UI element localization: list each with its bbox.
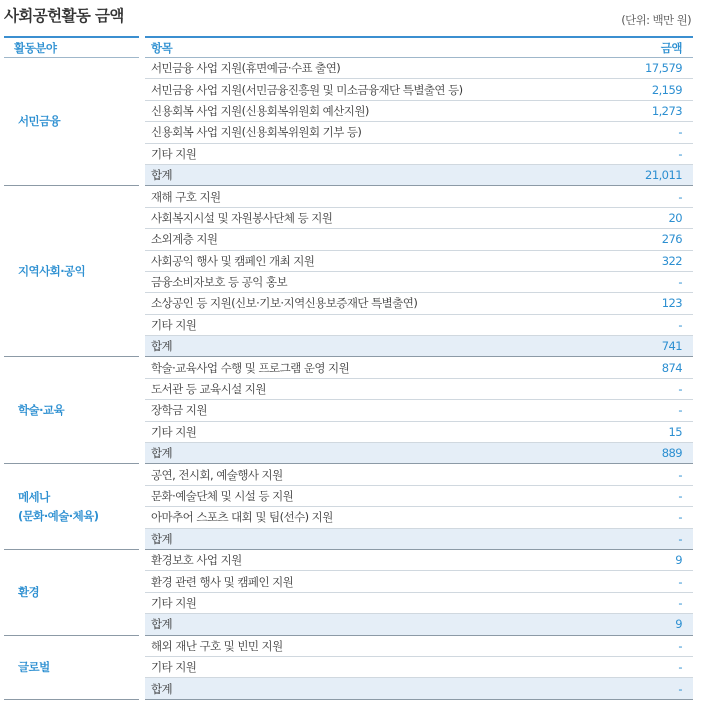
item-cell: 해외 재난 구호 및 빈민 지원 <box>145 636 541 657</box>
header-item: 항목 <box>145 36 541 58</box>
amount-cell: 2,159 <box>541 79 693 100</box>
total-label: 합계 <box>145 529 541 550</box>
category-cell: 학술·교육 <box>4 357 139 464</box>
category-cell: 서민금융 <box>4 58 139 186</box>
amount-cell: 9 <box>541 550 693 571</box>
header-row <box>4 36 693 58</box>
total-label: 합계 <box>145 336 541 357</box>
item-cell: 서민금융 사업 지원(서민금융진흥원 및 미소금융재단 특별출연 등) <box>145 79 541 100</box>
table-row <box>4 550 693 571</box>
table-row <box>4 58 693 79</box>
item-cell: 공연, 전시회, 예술행사 지원 <box>145 464 541 485</box>
amount-cell: 1,273 <box>541 101 693 122</box>
amount-cell: 322 <box>541 251 693 272</box>
item-cell: 재해 구호 지원 <box>145 186 541 207</box>
item-cell: 기타 지원 <box>145 657 541 678</box>
amount-cell: - <box>541 400 693 421</box>
amount-cell: - <box>541 507 693 528</box>
total-label: 합계 <box>145 678 541 699</box>
item-cell: 기타 지원 <box>145 422 541 443</box>
item-cell: 소외계층 지원 <box>145 229 541 250</box>
table-body <box>4 58 693 700</box>
item-cell: 서민금융 사업 지원(휴면예금·수표 출연) <box>145 58 541 79</box>
table-row <box>4 636 693 657</box>
category-cell: 환경 <box>4 550 139 636</box>
total-label: 합계 <box>145 443 541 464</box>
amount-cell: 123 <box>541 293 693 314</box>
total-amount: 741 <box>541 336 693 357</box>
item-cell: 신용회복 사업 지원(신용회복위원회 기부 등) <box>145 122 541 143</box>
item-cell: 사회복지시설 및 자원봉사단체 등 지원 <box>145 208 541 229</box>
table-row <box>4 464 693 485</box>
item-cell: 기타 지원 <box>145 593 541 614</box>
amount-cell: 17,579 <box>541 58 693 79</box>
amount-cell: - <box>541 636 693 657</box>
contribution-table <box>4 36 693 700</box>
amount-cell: - <box>541 186 693 207</box>
item-cell: 환경 관련 행사 및 캠페인 지원 <box>145 571 541 592</box>
total-amount: - <box>541 678 693 699</box>
unit-note: (단위: 백만 원) <box>621 13 691 27</box>
header-category: 활동분야 <box>4 36 139 58</box>
category-cell: 지역사회·공익 <box>4 186 139 357</box>
amount-cell: 874 <box>541 357 693 378</box>
header-amount: 금액 <box>541 36 693 58</box>
item-cell: 문화·예술단체 및 시설 등 지원 <box>145 486 541 507</box>
total-label: 합계 <box>145 614 541 635</box>
amount-cell: - <box>541 122 693 143</box>
category-cell: 메세나 (문화·예술·체육) <box>4 464 139 550</box>
item-cell: 도서관 등 교육시설 지원 <box>145 379 541 400</box>
amount-cell: 20 <box>541 208 693 229</box>
item-cell: 기타 지원 <box>145 315 541 336</box>
item-cell: 기타 지원 <box>145 144 541 165</box>
total-amount: 9 <box>541 614 693 635</box>
total-label: 합계 <box>145 165 541 186</box>
amount-cell: 276 <box>541 229 693 250</box>
item-cell: 학술·교육사업 수행 및 프로그램 운영 지원 <box>145 357 541 378</box>
amount-cell: - <box>541 486 693 507</box>
total-amount: 21,011 <box>541 165 693 186</box>
table-row <box>4 186 693 207</box>
item-cell: 신용회복 사업 지원(신용회복위원회 예산지원) <box>145 101 541 122</box>
item-cell: 소상공인 등 지원(신보·기보·지역신용보증재단 특별출연) <box>145 293 541 314</box>
item-cell: 사회공익 행사 및 캠페인 개최 지원 <box>145 251 541 272</box>
amount-cell: - <box>541 593 693 614</box>
category-cell: 글로벌 <box>4 636 139 700</box>
total-amount: 889 <box>541 443 693 464</box>
amount-cell: - <box>541 379 693 400</box>
amount-cell: 15 <box>541 422 693 443</box>
amount-cell: - <box>541 315 693 336</box>
item-cell: 아마추어 스포츠 대회 및 팀(선수) 지원 <box>145 507 541 528</box>
total-amount: - <box>541 529 693 550</box>
amount-cell: - <box>541 464 693 485</box>
item-cell: 금융소비자보호 등 공익 홍보 <box>145 272 541 293</box>
table-row <box>4 357 693 378</box>
amount-cell: - <box>541 272 693 293</box>
amount-cell: - <box>541 144 693 165</box>
amount-cell: - <box>541 657 693 678</box>
item-cell: 환경보호 사업 지원 <box>145 550 541 571</box>
page-title: 사회공헌활동 금액 <box>4 7 124 25</box>
item-cell: 장학금 지원 <box>145 400 541 421</box>
amount-cell: - <box>541 571 693 592</box>
